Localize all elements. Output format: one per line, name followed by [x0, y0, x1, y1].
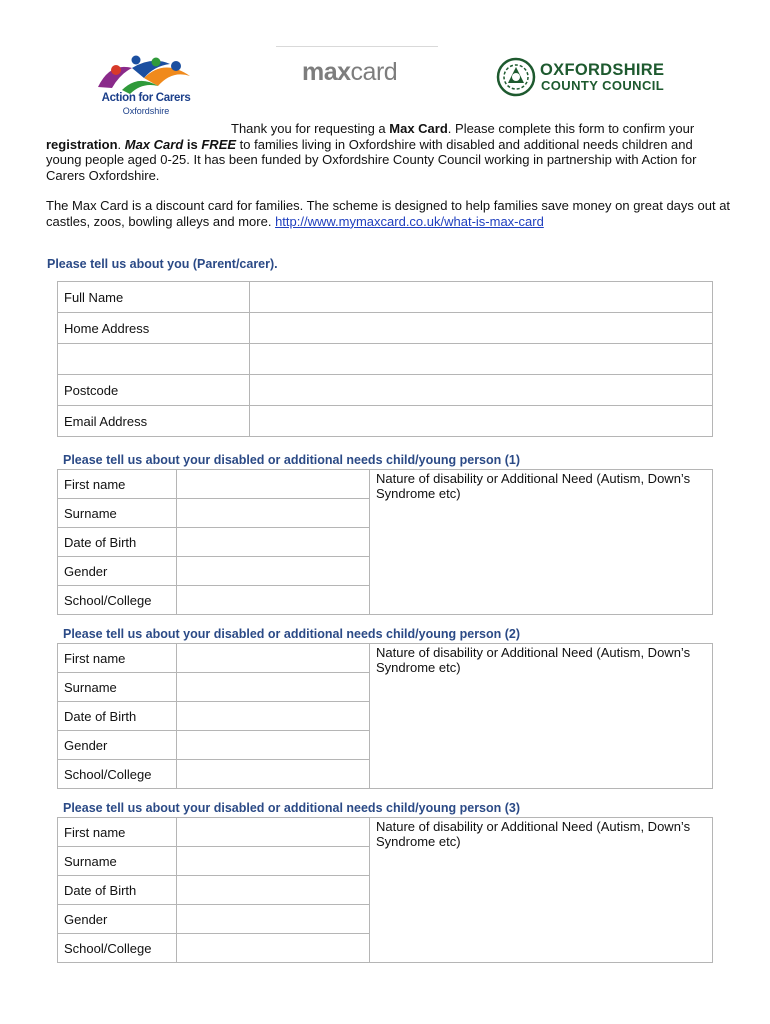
child-2-table: [57, 643, 713, 789]
postcode-label: Postcode: [58, 375, 250, 406]
gender-field[interactable]: [177, 905, 370, 934]
first-name-label: First name: [58, 470, 177, 499]
table-row: [58, 313, 713, 344]
first-name-label: First name: [58, 644, 177, 673]
surname-label: Surname: [58, 847, 177, 876]
maxcard-logo: maxcard: [302, 58, 398, 86]
school-college-label: School/College: [58, 586, 177, 615]
parent-table: [57, 281, 713, 437]
nature-label: Nature of disability or Additional Need (Autism, Down’s Syndrome etc): [376, 819, 691, 849]
surname-label: Surname: [58, 499, 177, 528]
child-3-heading: Please tell us about your disabled or additional needs child/young person (3): [63, 801, 521, 815]
home-address-field[interactable]: [250, 313, 713, 344]
date-of-birth-label: Date of Birth: [58, 702, 177, 731]
parent-section-heading: Please tell us about you (Parent/carer).: [47, 257, 278, 271]
surname-label: Surname: [58, 673, 177, 702]
date-of-birth-field[interactable]: [177, 528, 370, 557]
email-address-field[interactable]: [250, 406, 713, 437]
home-address-label: Home Address: [58, 313, 250, 344]
nature-label: Nature of disability or Additional Need (Autism, Down’s Syndrome etc): [376, 645, 691, 675]
afc-logo-title: Action for Carers: [101, 92, 191, 104]
nature-of-disability-field[interactable]: [370, 470, 713, 615]
child-3-table: [57, 817, 713, 963]
surname-field[interactable]: [177, 847, 370, 876]
gender-label: Gender: [58, 557, 177, 586]
table-row: [58, 470, 713, 499]
school-college-field[interactable]: [177, 934, 370, 963]
gender-field[interactable]: [177, 731, 370, 760]
surname-field[interactable]: [177, 673, 370, 702]
address-line2-field[interactable]: [250, 344, 713, 375]
maxcard-link[interactable]: http://www.mymaxcard.co.uk/what-is-max-card: [275, 213, 544, 229]
table-row: [58, 818, 713, 847]
gender-label: Gender: [58, 731, 177, 760]
nature-of-disability-field[interactable]: [370, 644, 713, 789]
date-of-birth-label: Date of Birth: [58, 528, 177, 557]
table-row: [58, 375, 713, 406]
child-2-heading: Please tell us about your disabled or additional needs child/young person (2): [63, 627, 521, 641]
full-name-field[interactable]: [250, 282, 713, 313]
table-row: [58, 282, 713, 313]
table-row: [58, 406, 713, 437]
school-college-label: School/College: [58, 760, 177, 789]
gender-label: Gender: [58, 905, 177, 934]
surname-field[interactable]: [177, 499, 370, 528]
child-1-heading: Please tell us about your disabled or additional needs child/young person (1): [63, 453, 521, 467]
about-paragraph: The Max Card is a discount card for families. The scheme is designed to help families save money on great days out at castles, zoos, bowling alleys and more. http://www.mymaxcard.co.uk/what-is-max-card: [46, 198, 731, 229]
child-1-table: [57, 469, 713, 615]
table-row: [58, 344, 713, 375]
nature-label: Nature of disability or Additional Need (Autism, Down’s Syndrome etc): [376, 471, 691, 501]
oxfordshire-crest-icon: [496, 57, 536, 97]
postcode-field[interactable]: [250, 375, 713, 406]
date-of-birth-field[interactable]: [177, 876, 370, 905]
table-row: [58, 644, 713, 673]
nature-of-disability-field[interactable]: [370, 818, 713, 963]
occ-logo-line2: COUNTY COUNCIL: [541, 78, 665, 93]
gender-field[interactable]: [177, 557, 370, 586]
address-line2-label: [58, 344, 250, 375]
first-name-label: First name: [58, 818, 177, 847]
date-of-birth-field[interactable]: [177, 702, 370, 731]
school-college-label: School/College: [58, 934, 177, 963]
intro-paragraph: Thank you for requesting a Max Card. Please complete this form to confirm your registration. Max Card is FREE to families living in Oxfordshire with disabled and additional needs children and young people aged 0-25. It has been funded by Oxfordshire County Council working in partnership with Action for Carers Oxfordshire.: [46, 121, 697, 183]
afc-logo-subtitle: Oxfordshire: [122, 106, 170, 116]
occ-logo-line1: OXFORDSHIRE: [540, 61, 665, 79]
first-name-field[interactable]: [177, 470, 370, 499]
first-name-field[interactable]: [177, 644, 370, 673]
school-college-field[interactable]: [177, 760, 370, 789]
full-name-label: Full Name: [58, 282, 250, 313]
divider: [276, 46, 438, 47]
email-address-label: Email Address: [58, 406, 250, 437]
school-college-field[interactable]: [177, 586, 370, 615]
date-of-birth-label: Date of Birth: [58, 876, 177, 905]
first-name-field[interactable]: [177, 818, 370, 847]
